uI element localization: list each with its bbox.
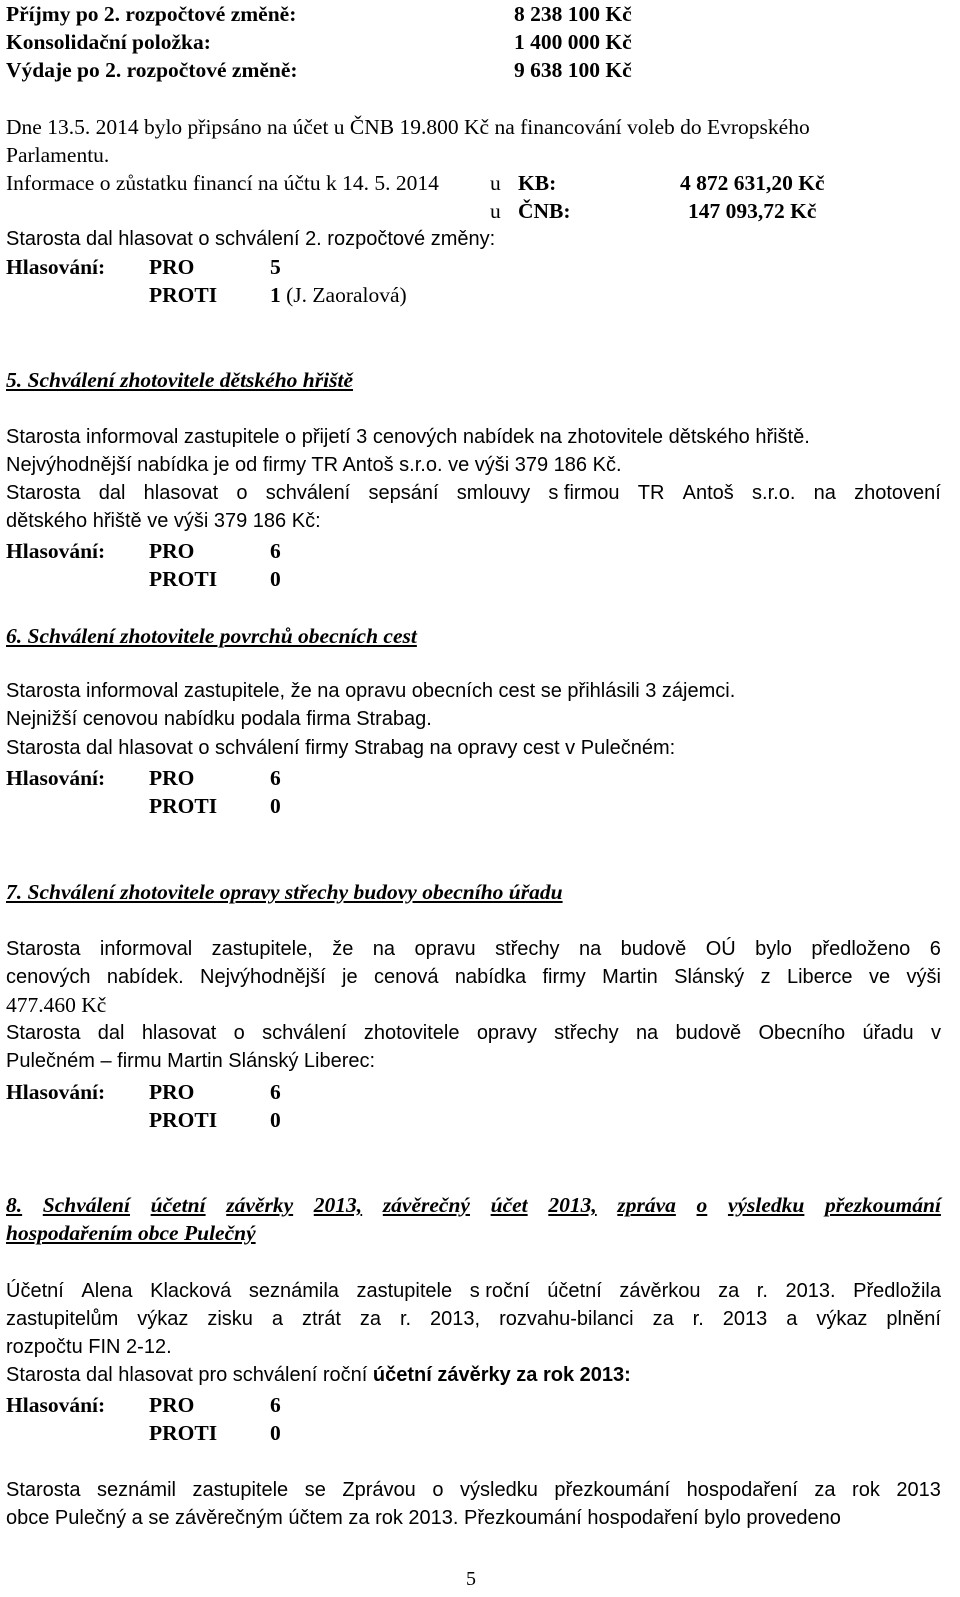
section-8-line-4 — [6, 1361, 631, 1389]
vote-pro-count: 6 — [270, 1393, 281, 1417]
word: Schválení — [42, 1193, 130, 1217]
word: Antoš — [682, 482, 734, 504]
word: cenová — [374, 966, 439, 988]
bank-cnb-label: ČNB: — [518, 199, 571, 223]
word: účetní — [150, 1193, 206, 1217]
section-8-line-1 — [6, 1277, 941, 1305]
section-8-vote-text: Starosta dal hlasovat pro schválení roční — [6, 1364, 373, 1386]
word: dal — [98, 482, 126, 504]
section-7-heading: 7. Schválení zhotovitele opravy střechy budovy obecního úřadu — [6, 880, 563, 904]
word: zisku — [207, 1308, 253, 1330]
word: hlasovat — [143, 482, 219, 504]
word: nabídka — [454, 966, 527, 988]
budget-label: Výdaje po 2. rozpočtové změně: — [6, 58, 298, 82]
vote-proti-number: 1 — [270, 283, 281, 307]
section-7-line-4 — [6, 1019, 941, 1047]
word: účet — [490, 1193, 528, 1217]
word: sepsání — [368, 482, 439, 504]
word: Nejvýhodnější — [200, 966, 326, 988]
word: Starosta — [6, 1479, 81, 1501]
word: výkaz — [137, 1308, 189, 1330]
word: 8. — [6, 1193, 23, 1217]
section-7-line-5: Pulečném – firmu Martin Slánský Liberec: — [6, 1050, 376, 1072]
vote-pro-row — [6, 1078, 281, 1106]
word: na — [813, 482, 836, 504]
word: na — [635, 1022, 659, 1044]
word: a — [786, 1308, 798, 1330]
vote-pro-label: PRO — [149, 766, 195, 790]
word: Slánský — [674, 966, 745, 988]
word: za — [359, 1308, 381, 1330]
word: hlasovat — [141, 1022, 217, 1044]
section-6-paragraph-1: Starosta informoval zastupitele, že na opravu obecních cest se přihlásili 3 zájemci. — [6, 680, 736, 702]
word: o — [696, 1193, 708, 1217]
word: nabídek. — [106, 966, 184, 988]
vote-pro-count: 6 — [270, 1080, 281, 1104]
vote-proti-note: (J. Zaoralová) — [280, 283, 407, 307]
word: rozvahu-bilanci — [499, 1308, 634, 1330]
word: Zprávou — [342, 1479, 416, 1501]
word: informoval — [99, 938, 193, 960]
word: rok — [852, 1479, 880, 1501]
word: výkaz — [816, 1308, 868, 1330]
budget-label: Příjmy po 2. rozpočtové změně: — [6, 2, 297, 26]
vote-label: Hlasování: — [6, 1080, 106, 1104]
section-5-paragraph-3 — [6, 479, 941, 507]
word: Starosta — [6, 938, 81, 960]
bank-kb-label: KB: — [518, 171, 557, 195]
word: se — [304, 1479, 326, 1501]
vote-proti-label: PROTI — [149, 283, 218, 307]
budget-value: 9 638 100 Kč — [514, 58, 632, 82]
word: zhotovitele — [363, 1022, 460, 1044]
word: smlouvy — [456, 482, 531, 504]
bank-prefix: u — [490, 171, 501, 195]
vote-pro-count: 5 — [270, 255, 281, 279]
word: o — [432, 1479, 444, 1501]
word: předloženo — [811, 938, 911, 960]
vote-label: Hlasování: — [6, 1393, 106, 1417]
word: zhotovení — [854, 482, 941, 504]
vote-pro-count: 6 — [270, 539, 281, 563]
word: na — [578, 938, 602, 960]
section-6-paragraph-2: Nejnižší cenovou nabídku podala firma Strabag. — [6, 708, 432, 730]
word: s.r.o. — [752, 482, 796, 504]
word: účetní — [547, 1280, 602, 1302]
budget-row-prijmy — [6, 0, 632, 28]
word: 2013, — [548, 1193, 597, 1217]
section-8-heading-line-1 — [6, 1191, 941, 1219]
bank-prefix: u — [490, 199, 501, 223]
vote-pro-row — [6, 537, 281, 565]
section-8-line-2 — [6, 1305, 941, 1333]
balance-info-row-kb — [6, 169, 825, 197]
vote-pro-count: 6 — [270, 766, 281, 790]
word: o — [236, 482, 248, 504]
word: za — [652, 1308, 674, 1330]
budget-value: 1 400 000 Kč — [514, 30, 632, 54]
word: střechy — [495, 938, 560, 960]
word: že — [332, 938, 354, 960]
vote-proti-count: 0 — [270, 794, 281, 818]
word: přezkoumání — [554, 1479, 671, 1501]
word: výši — [906, 966, 941, 988]
word: Martin — [602, 966, 658, 988]
word: ztrát — [301, 1308, 341, 1330]
vote-pro-label: PRO — [149, 1393, 195, 1417]
word: firmy — [542, 966, 586, 988]
word: s roční — [469, 1280, 530, 1302]
section-5-paragraph-2: Nejvýhodnější nabídka je od firmy TR Antoš s.r.o. ve výši 379 186 Kč. — [6, 454, 622, 476]
word: TR — [637, 482, 665, 504]
budget-value: 8 238 100 Kč — [514, 2, 632, 26]
word: na — [372, 938, 396, 960]
vote-pro-label: PRO — [149, 1080, 195, 1104]
word: ve — [868, 966, 891, 988]
section-8-line-6: obce Pulečný a se závěrečným účtem za rok 2013. Přezkoumání hospodaření bylo provedeno — [6, 1507, 841, 1529]
word: hospodaření — [686, 1479, 798, 1501]
word: Předložila — [853, 1280, 941, 1302]
word: r. — [756, 1280, 768, 1302]
vote-label: Hlasování: — [6, 255, 106, 279]
section-5-heading: 5. Schválení zhotovitele dětského hřiště — [6, 368, 353, 392]
word: zastupitele, — [211, 938, 313, 960]
bank-cnb-value: 147 093,72 Kč — [688, 199, 817, 223]
word: o — [233, 1022, 245, 1044]
section-8-line-3: rozpočtu FIN 2-12. — [6, 1336, 172, 1358]
section-7-line-1 — [6, 935, 941, 963]
section-8-line-5 — [6, 1476, 941, 1504]
word: schválení — [262, 1022, 347, 1044]
vote-proti-count: 0 — [270, 1421, 281, 1445]
word: výsledku — [727, 1193, 805, 1217]
word: r. — [692, 1308, 704, 1330]
vote-pro-label: PRO — [149, 255, 195, 279]
word: Účetní — [6, 1280, 64, 1302]
word: bylo — [755, 938, 792, 960]
word: Starosta — [6, 1022, 81, 1044]
vote-proti-label: PROTI — [149, 794, 218, 818]
word: Liberce — [786, 966, 853, 988]
vote-proti-count: 0 — [270, 567, 281, 591]
word: zpráva — [617, 1193, 676, 1217]
bank-kb-value: 4 872 631,20 Kč — [680, 171, 825, 195]
vote-pro-row — [6, 253, 281, 281]
word: OÚ — [705, 938, 736, 960]
vote-intro-text: Starosta dal hlasovat o schválení 2. rozpočtové změny: — [6, 228, 496, 250]
word: závěrkou — [619, 1280, 701, 1302]
word: budově — [620, 938, 687, 960]
section-7-line-2 — [6, 963, 941, 991]
section-7-line-3: 477.460 Kč — [6, 993, 107, 1017]
word: v — [930, 1022, 941, 1044]
word: plnění — [886, 1308, 941, 1330]
word: s firmou — [548, 482, 620, 504]
vote-proti-label: PROTI — [149, 1108, 218, 1132]
section-8-heading-line-2: hospodařením obce Pulečný — [6, 1221, 256, 1245]
word: opravy — [476, 1022, 537, 1044]
cnb-text-line-2: Parlamentu. — [6, 143, 110, 167]
word: z — [760, 966, 771, 988]
word: za — [814, 1479, 836, 1501]
word: r. — [399, 1308, 412, 1330]
word: schválení — [265, 482, 351, 504]
cnb-text-line-1: Dne 13.5. 2014 bylo připsáno na účet u ČNB 19.800 Kč na financování voleb do Evropského — [6, 115, 810, 139]
word: 2013, — [313, 1193, 363, 1217]
page-number: 5 — [466, 1568, 476, 1590]
word: 6 — [929, 938, 941, 960]
vote-pro-row — [6, 764, 281, 792]
vote-pro-row — [6, 1391, 281, 1419]
word: zastupitele — [192, 1479, 289, 1501]
word: 2013 — [896, 1479, 941, 1501]
section-5-paragraph-4: dětského hřiště ve výši 379 186 Kč: — [6, 510, 321, 532]
vote-proti-label: PROTI — [149, 1421, 218, 1445]
word: 2013. — [785, 1280, 836, 1302]
word: budově — [675, 1022, 742, 1044]
word: výsledku — [460, 1479, 538, 1501]
vote-proti-label: PROTI — [149, 567, 218, 591]
word: přezkoumání — [825, 1193, 941, 1217]
word: za — [718, 1280, 740, 1302]
word: střechy — [554, 1022, 619, 1044]
word: dal — [97, 1022, 125, 1044]
budget-label: Konsolidační položka: — [6, 30, 211, 54]
section-5-paragraph-1: Starosta informoval zastupitele o přijetí 3 cenových nabídek na zhotovitele dětského hřiště. — [6, 426, 810, 448]
word: závěrky — [226, 1193, 294, 1217]
balance-info-text: Informace o zůstatku financí na účtu k 14. 5. 2014 — [6, 171, 439, 195]
word: Klacková — [150, 1280, 232, 1302]
budget-row-konsolidace — [6, 28, 632, 56]
word: Starosta — [6, 482, 81, 504]
word: cenových — [6, 966, 91, 988]
word: a — [271, 1308, 284, 1330]
word: 2013, — [430, 1308, 481, 1330]
word: úřadu — [862, 1022, 914, 1044]
word: Obecního — [758, 1022, 846, 1044]
word: seznámila — [248, 1280, 339, 1302]
word: 2013 — [722, 1308, 768, 1330]
vote-pro-label: PRO — [149, 539, 195, 563]
word: zastupitele — [356, 1280, 453, 1302]
word: opravu — [414, 938, 476, 960]
section-6-paragraph-3: Starosta dal hlasovat o schválení firmy Strabag na opravy cest v Pulečném: — [6, 737, 676, 759]
word: závěrečný — [382, 1193, 470, 1217]
section-8-vote-subject: účetní závěrky za rok 2013: — [372, 1364, 631, 1386]
vote-proti-count: 0 — [270, 1108, 281, 1132]
word: Alena — [81, 1280, 133, 1302]
vote-label: Hlasování: — [6, 766, 106, 790]
word: je — [342, 966, 358, 988]
word: seznámil — [97, 1479, 176, 1501]
vote-proti-count — [270, 281, 407, 309]
vote-label: Hlasování: — [6, 539, 106, 563]
section-6-heading: 6. Schválení zhotovitele povrchů obecních cest — [6, 624, 417, 648]
word: zastupitelům — [6, 1308, 119, 1330]
budget-row-vydaje — [6, 56, 632, 84]
